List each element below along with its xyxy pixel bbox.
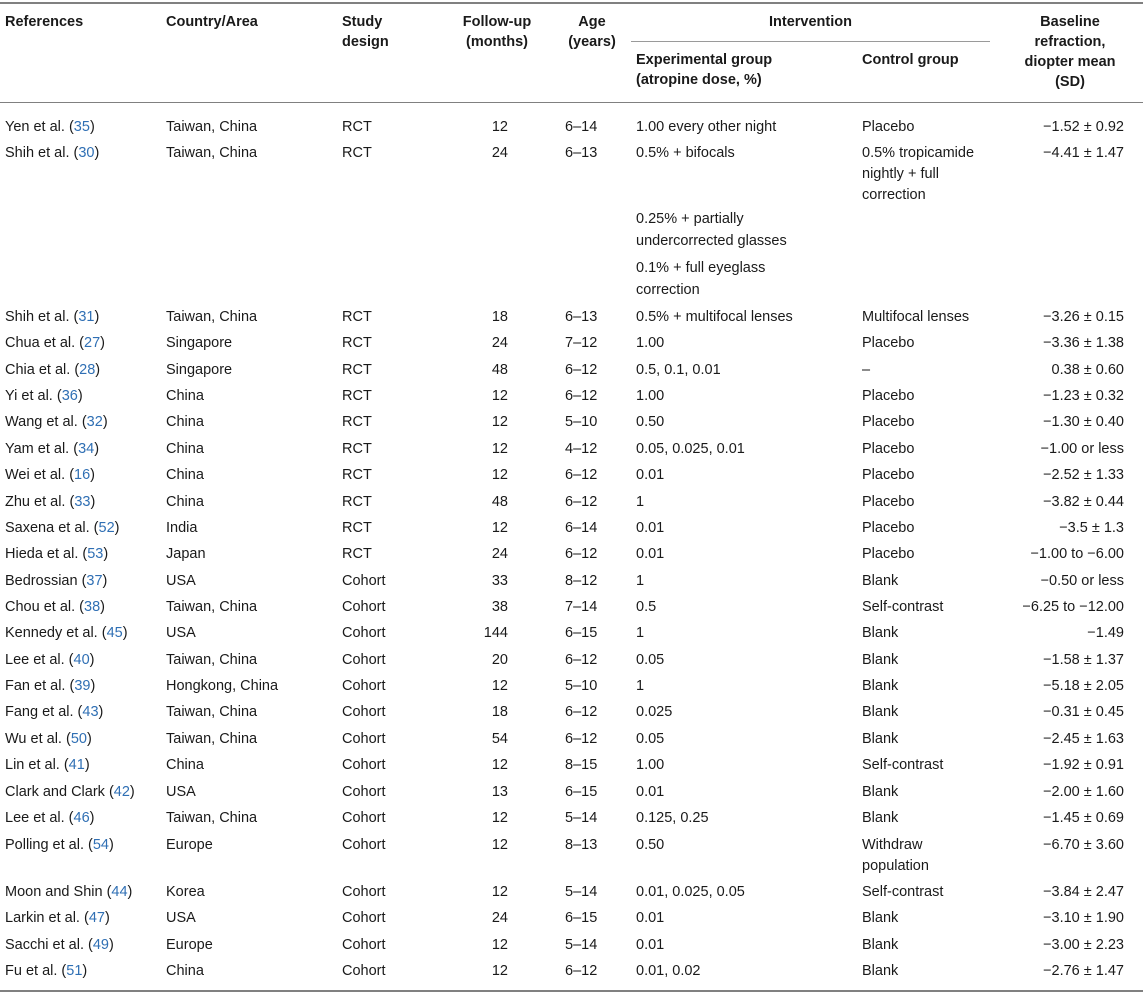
control-cell: Placebo (862, 335, 915, 351)
followup-cell: 144 (483, 625, 508, 641)
baseline-cell: −1.00 to −6.00 (1030, 546, 1124, 562)
country-cell: Taiwan, China (166, 810, 258, 826)
age-cell: 6–12 (565, 652, 598, 668)
table-row (0, 780, 1143, 806)
followup-cell: 20 (491, 652, 508, 668)
age-cell: 6–13 (565, 145, 598, 161)
age-cell: 6–12 (565, 704, 598, 720)
header-control-group: Control group (862, 52, 959, 68)
control-cell: Blank (862, 731, 899, 747)
header-experimental-group: Experimental group (atropine dose, %) (636, 52, 773, 88)
table-row (0, 569, 1143, 595)
reference-cell: Polling et al. (54) (5, 837, 114, 853)
country-cell: USA (166, 910, 196, 926)
control-cell: Multifocal lenses (862, 309, 970, 325)
design-cell: RCT (342, 309, 372, 325)
reference-cell: Chou et al. (38) (5, 599, 105, 615)
control-cell: – (862, 362, 871, 378)
age-cell: 5–10 (565, 678, 598, 694)
followup-cell: 48 (491, 362, 508, 378)
baseline-cell: −3.84 ± 2.47 (1043, 884, 1124, 900)
citation-link[interactable]: 50 (70, 731, 87, 747)
citation-link[interactable]: 31 (78, 309, 95, 325)
table-row (0, 833, 1143, 874)
baseline-cell: −2.00 ± 1.60 (1043, 784, 1124, 800)
control-cell: Blank (862, 910, 899, 926)
reference-cell: Sacchi et al. (49) (5, 937, 114, 953)
country-cell: USA (166, 573, 196, 589)
age-cell: 6–14 (565, 520, 598, 536)
table-row (0, 621, 1143, 647)
reference-cell: Fu et al. (51) (5, 963, 88, 979)
header-baseline-refraction: Baseline refraction, diopter mean (SD) (1024, 14, 1116, 90)
citation-link[interactable]: 16 (74, 467, 91, 483)
citation-link[interactable]: 30 (78, 145, 95, 161)
age-cell: 4–12 (565, 441, 598, 457)
citation-link[interactable]: 39 (74, 678, 91, 694)
experimental-cell: 0.01 (636, 784, 665, 800)
citation-link[interactable]: 47 (88, 910, 105, 926)
age-cell: 5–14 (565, 884, 598, 900)
country-cell: China (166, 757, 204, 773)
experimental-cell: 0.125, 0.25 (636, 810, 709, 826)
experimental-cell: 0.01 (636, 520, 665, 536)
reference-cell: Shih et al. (31) (5, 309, 100, 325)
age-cell: 6–15 (565, 910, 598, 926)
followup-cell: 12 (491, 388, 508, 404)
design-cell: Cohort (342, 884, 386, 900)
control-cell: Placebo (862, 467, 915, 483)
header-references: References (5, 14, 84, 30)
country-cell: Europe (166, 837, 213, 853)
design-cell: Cohort (342, 937, 386, 953)
reference-cell: Hieda et al. (53) (5, 546, 109, 562)
control-cell: Blank (862, 704, 899, 720)
followup-cell: 12 (491, 963, 508, 979)
reference-cell: Lee et al. (40) (5, 652, 95, 668)
age-cell: 6–12 (565, 731, 598, 747)
age-cell: 6–13 (565, 309, 598, 325)
design-cell: Cohort (342, 704, 386, 720)
table-row (0, 959, 1143, 985)
country-cell: China (166, 963, 204, 979)
citation-link[interactable]: 36 (61, 388, 78, 404)
reference-cell: Chua et al. (27) (5, 335, 105, 351)
control-cell: Placebo (862, 494, 915, 510)
experimental-cell-extra: 0.25% + partially undercorrected glasses (636, 211, 787, 249)
experimental-cell: 0.5, 0.1, 0.01 (636, 362, 721, 378)
table-row (0, 516, 1143, 542)
baseline-cell: −1.45 ± 0.69 (1043, 810, 1124, 826)
reference-cell: Larkin et al. (47) (5, 910, 110, 926)
country-cell: China (166, 467, 204, 483)
followup-cell: 12 (491, 810, 508, 826)
citation-link[interactable]: 38 (84, 599, 101, 615)
country-cell: USA (166, 625, 196, 641)
baseline-cell: −4.41 ± 1.47 (1043, 145, 1124, 161)
table-row (0, 648, 1143, 674)
followup-cell: 18 (491, 309, 508, 325)
citation-link[interactable]: 33 (74, 494, 91, 510)
experimental-cell-extra: 0.1% + full eyeglass correction (636, 260, 766, 298)
table-row (0, 305, 1143, 331)
experimental-cell: 1 (636, 494, 645, 510)
country-cell: Japan (166, 546, 206, 562)
header-rule (0, 102, 1143, 103)
experimental-cell: 0.01 (636, 467, 665, 483)
reference-cell: Moon and Shin (44) (5, 884, 133, 900)
followup-cell: 12 (491, 414, 508, 430)
reference-cell: Saxena et al. (52) (5, 520, 120, 536)
table-row (0, 410, 1143, 436)
reference-cell: Bedrossian (37) (5, 573, 108, 589)
design-cell: RCT (342, 441, 372, 457)
baseline-cell: −1.92 ± 0.91 (1043, 757, 1124, 773)
table-row (0, 141, 1143, 203)
citation-link[interactable]: 53 (87, 546, 104, 562)
header-country: Country/Area (166, 14, 258, 30)
control-cell: Withdraw population (862, 837, 929, 874)
experimental-cell: 0.05, 0.025, 0.01 (636, 441, 745, 457)
baseline-cell: −1.52 ± 0.92 (1043, 119, 1124, 135)
baseline-cell: −1.23 ± 0.32 (1043, 388, 1124, 404)
experimental-cell: 1 (636, 678, 645, 694)
design-cell: Cohort (342, 599, 386, 615)
citation-link[interactable]: 46 (73, 810, 90, 826)
header-followup: Follow-up (months) (462, 14, 532, 50)
citation-link[interactable]: 43 (82, 704, 99, 720)
table-row (0, 674, 1143, 700)
citation-link[interactable]: 45 (106, 625, 123, 641)
followup-cell: 12 (491, 884, 508, 900)
followup-cell: 12 (491, 467, 508, 483)
country-cell: China (166, 441, 204, 457)
design-cell: RCT (342, 145, 372, 161)
country-cell: Taiwan, China (166, 599, 258, 615)
country-cell: Europe (166, 937, 213, 953)
experimental-cell: 0.01, 0.02 (636, 963, 701, 979)
citation-link[interactable]: 35 (73, 119, 90, 135)
followup-cell: 13 (491, 784, 508, 800)
table-row (0, 490, 1143, 516)
citation-link[interactable]: 44 (111, 884, 128, 900)
design-cell: RCT (342, 335, 372, 351)
citation-link[interactable]: 37 (86, 573, 103, 589)
design-cell: Cohort (342, 652, 386, 668)
control-cell: Self-contrast (862, 884, 944, 900)
control-cell: Blank (862, 784, 899, 800)
country-cell: Taiwan, China (166, 731, 258, 747)
citation-link[interactable]: 52 (98, 520, 115, 536)
reference-cell: Chia et al. (28) (5, 362, 101, 378)
control-cell: Placebo (862, 520, 915, 536)
control-cell: Placebo (862, 441, 915, 457)
design-cell: Cohort (342, 810, 386, 826)
design-cell: Cohort (342, 757, 386, 773)
control-cell: Self-contrast (862, 757, 944, 773)
citation-link[interactable]: 40 (73, 652, 90, 668)
control-cell: Blank (862, 963, 899, 979)
country-cell: China (166, 494, 204, 510)
experimental-cell: 0.025 (636, 704, 673, 720)
experimental-cell: 1.00 (636, 388, 665, 404)
table-row (0, 806, 1143, 832)
reference-cell: Zhu et al. (33) (5, 494, 96, 510)
control-cell: Placebo (862, 414, 915, 430)
design-cell: RCT (342, 388, 372, 404)
baseline-cell: −6.70 ± 3.60 (1043, 837, 1124, 853)
reference-cell: Yi et al. (36) (5, 388, 83, 404)
table-row (0, 463, 1143, 489)
reference-cell: Wei et al. (16) (5, 467, 96, 483)
age-cell: 6–12 (565, 494, 598, 510)
design-cell: Cohort (342, 625, 386, 641)
baseline-cell: −5.18 ± 2.05 (1043, 678, 1124, 694)
design-cell: RCT (342, 362, 372, 378)
design-cell: Cohort (342, 963, 386, 979)
experimental-cell: 0.01 (636, 937, 665, 953)
age-cell: 5–10 (565, 414, 598, 430)
baseline-cell: −2.45 ± 1.63 (1043, 731, 1124, 747)
age-cell: 6–12 (565, 362, 598, 378)
design-cell: Cohort (342, 731, 386, 747)
followup-cell: 12 (491, 678, 508, 694)
followup-cell: 18 (491, 704, 508, 720)
followup-cell: 33 (491, 573, 508, 589)
age-cell: 6–12 (565, 388, 598, 404)
reference-cell: Shih et al. (30) (5, 145, 100, 161)
experimental-cell: 1 (636, 625, 645, 641)
control-cell: Blank (862, 625, 899, 641)
design-cell: RCT (342, 119, 372, 135)
followup-cell: 12 (491, 441, 508, 457)
baseline-cell: −3.26 ± 0.15 (1043, 309, 1124, 325)
age-cell: 6–12 (565, 546, 598, 562)
experimental-cell: 1 (636, 573, 645, 589)
followup-cell: 24 (491, 335, 508, 351)
age-cell: 6–15 (565, 625, 598, 641)
baseline-cell: −1.30 ± 0.40 (1043, 414, 1124, 430)
control-cell: 0.5% tropicamide nightly + full correction (862, 145, 975, 203)
experimental-cell: 0.50 (636, 837, 665, 853)
header-age: Age (years) (568, 14, 616, 50)
table-row (0, 437, 1143, 463)
baseline-cell: −3.82 ± 0.44 (1043, 494, 1124, 510)
age-cell: 6–15 (565, 784, 598, 800)
followup-cell: 12 (491, 837, 508, 853)
citation-link[interactable]: 32 (86, 414, 103, 430)
table-row (0, 906, 1143, 932)
age-cell: 5–14 (565, 810, 598, 826)
table-row (0, 358, 1143, 384)
baseline-cell: −6.25 to −12.00 (1022, 599, 1124, 615)
reference-cell: Wu et al. (50) (5, 731, 92, 747)
control-cell: Placebo (862, 388, 915, 404)
experimental-cell: 0.50 (636, 414, 665, 430)
design-cell: RCT (342, 520, 372, 536)
followup-cell: 24 (491, 546, 508, 562)
reference-cell: Fang et al. (43) (5, 704, 104, 720)
country-cell: Taiwan, China (166, 119, 258, 135)
citation-link[interactable]: 41 (68, 757, 85, 773)
experimental-cell: 0.05 (636, 731, 665, 747)
baseline-cell: −0.31 ± 0.45 (1043, 704, 1124, 720)
followup-cell: 12 (491, 937, 508, 953)
table-top-rule (0, 2, 1143, 4)
control-cell: Blank (862, 652, 899, 668)
table-row (0, 933, 1143, 959)
followup-cell: 54 (491, 731, 508, 747)
age-cell: 8–13 (565, 837, 598, 853)
reference-cell: Yam et al. (34) (5, 441, 100, 457)
reference-cell: Yen et al. (35) (5, 119, 95, 135)
country-cell: Korea (166, 884, 205, 900)
citation-link[interactable]: 51 (66, 963, 83, 979)
experimental-cell: 0.5 (636, 599, 657, 615)
design-cell: RCT (342, 546, 372, 562)
followup-cell: 48 (491, 494, 508, 510)
design-cell: Cohort (342, 573, 386, 589)
experimental-cell: 0.5% + bifocals (636, 145, 735, 161)
reference-cell: Clark and Clark (42) (5, 784, 135, 800)
country-cell: China (166, 388, 204, 404)
reference-cell: Kennedy et al. (45) (5, 625, 128, 641)
design-cell: Cohort (342, 910, 386, 926)
followup-cell: 38 (491, 599, 508, 615)
age-cell: 6–12 (565, 963, 598, 979)
age-cell: 7–14 (565, 599, 598, 615)
followup-cell: 12 (491, 757, 508, 773)
control-cell: Self-contrast (862, 599, 944, 615)
baseline-cell: −1.49 (1087, 625, 1124, 641)
experimental-cell: 1.00 (636, 757, 665, 773)
age-cell: 7–12 (565, 335, 598, 351)
experimental-cell: 0.01 (636, 546, 665, 562)
table-row (0, 542, 1143, 568)
age-cell: 8–12 (565, 573, 598, 589)
experimental-cell: 1.00 (636, 335, 665, 351)
table-row (0, 700, 1143, 726)
country-cell: Hongkong, China (166, 678, 279, 694)
design-cell: Cohort (342, 678, 386, 694)
baseline-cell: −1.58 ± 1.37 (1043, 652, 1124, 668)
citation-link[interactable]: 28 (79, 362, 96, 378)
baseline-cell: −3.36 ± 1.38 (1043, 335, 1124, 351)
experimental-cell: 0.01 (636, 910, 665, 926)
citation-link[interactable]: 49 (92, 937, 109, 953)
country-cell: Taiwan, China (166, 309, 258, 325)
followup-cell: 24 (491, 145, 508, 161)
table-row (0, 727, 1143, 753)
control-cell: Blank (862, 810, 899, 826)
country-cell: India (166, 520, 198, 536)
design-cell: RCT (342, 414, 372, 430)
age-cell: 6–12 (565, 467, 598, 483)
design-cell: RCT (342, 494, 372, 510)
baseline-cell: −1.00 or less (1040, 441, 1124, 457)
reference-cell: Wang et al. (32) (5, 414, 108, 430)
age-cell: 8–15 (565, 757, 598, 773)
country-cell: Taiwan, China (166, 145, 258, 161)
control-cell: Placebo (862, 546, 915, 562)
country-cell: USA (166, 784, 196, 800)
baseline-cell: −3.10 ± 1.90 (1043, 910, 1124, 926)
table-bottom-rule (0, 990, 1143, 992)
baseline-cell: 0.38 ± 0.60 (1051, 362, 1124, 378)
citation-link[interactable]: 27 (84, 335, 101, 351)
baseline-cell: −3.5 ± 1.3 (1059, 520, 1124, 536)
table-row (0, 331, 1143, 357)
control-cell: Blank (862, 937, 899, 953)
followup-cell: 12 (491, 520, 508, 536)
baseline-cell: −3.00 ± 2.23 (1043, 937, 1124, 953)
header-intervention: Intervention (769, 14, 852, 30)
design-cell: Cohort (342, 784, 386, 800)
experimental-cell: 1.00 every other night (636, 119, 777, 135)
age-cell: 5–14 (565, 937, 598, 953)
reference-cell: Lin et al. (41) (5, 757, 90, 773)
table-row (0, 880, 1143, 906)
baseline-cell: −2.76 ± 1.47 (1043, 963, 1124, 979)
experimental-cell: 0.01, 0.025, 0.05 (636, 884, 745, 900)
table-row (0, 115, 1143, 141)
citation-link[interactable]: 34 (78, 441, 95, 457)
design-cell: RCT (342, 467, 372, 483)
citation-link[interactable]: 54 (92, 837, 109, 853)
country-cell: Singapore (166, 362, 233, 378)
table-row (0, 595, 1143, 621)
country-cell: Taiwan, China (166, 704, 258, 720)
design-cell: Cohort (342, 837, 386, 853)
experimental-cell: 0.05 (636, 652, 665, 668)
country-cell: Taiwan, China (166, 652, 258, 668)
reference-cell: Fan et al. (39) (5, 678, 96, 694)
experimental-cell: 0.5% + multifocal lenses (636, 309, 793, 325)
control-cell: Blank (862, 573, 899, 589)
baseline-cell: −0.50 or less (1040, 573, 1124, 589)
table-row (0, 753, 1143, 779)
country-cell: China (166, 414, 204, 430)
control-cell: Placebo (862, 119, 915, 135)
header-study-design: Study design (342, 14, 389, 50)
table-row (0, 384, 1143, 410)
country-cell: Singapore (166, 335, 233, 351)
age-cell: 6–14 (565, 119, 598, 135)
control-cell: Blank (862, 678, 899, 694)
baseline-cell: −2.52 ± 1.33 (1043, 467, 1124, 483)
followup-cell: 24 (491, 910, 508, 926)
citation-link[interactable]: 42 (113, 784, 130, 800)
reference-cell: Lee et al. (46) (5, 810, 95, 826)
intervention-subrule (631, 41, 990, 42)
followup-cell: 12 (491, 119, 508, 135)
